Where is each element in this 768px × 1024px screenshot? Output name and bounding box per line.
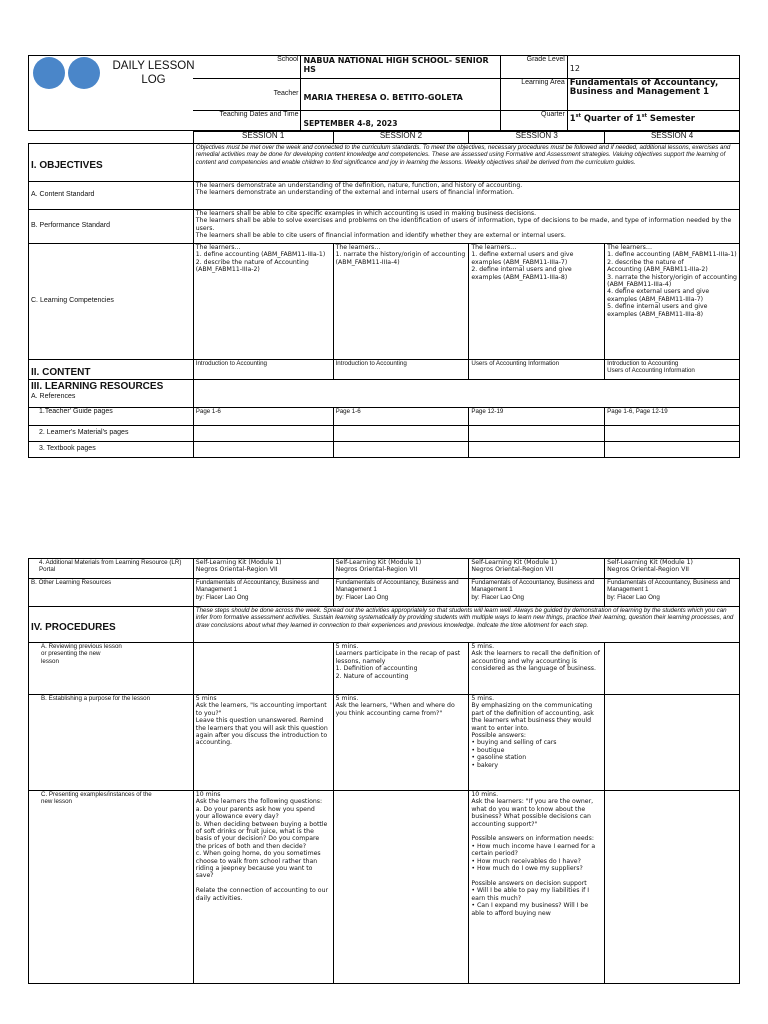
session-1-header: SESSION 1 [193, 132, 333, 144]
procedure-b-label: B. Establishing a purpose for the lesson [29, 695, 194, 791]
competency-session-1: The learners… 1. define accounting (ABM_FABM11-IIIa-1) 2. describe the nature of Accounting (ABM_FABM11-IIIa-2) [193, 244, 333, 360]
additional-label: 4. Additional Materials from Learning Resource (LR) Portal [29, 559, 194, 579]
tg-session-4: Page 1-6, Page 12-19 [605, 408, 740, 426]
performance-standard-text: The learners shall be able to cite specific examples in which accounting is used in making business decisions. The learners shall be able to solve exercises and problems on the identification of users of information, type of decisions to be made, and type of information needed by the users. The learners shall be able to cite users of financial information and identify whether they are external or internal users. [193, 210, 739, 244]
resources-blank [193, 380, 739, 408]
other-session-2: Fundamentals of Accountancy, Business and Management 1 by: Flacer Lao Ong [333, 579, 469, 607]
content-standard-text: The learners demonstrate an understanding of the definition, nature, function, and history of accounting. The learners demonstrate an understanding of the external and internal users of financial information. [193, 182, 739, 210]
content-session-3: Users of Accounting Information [469, 360, 605, 380]
tg-session-1: Page 1-6 [193, 408, 333, 426]
procedure-a-session-4 [605, 643, 740, 695]
objectives-heading: I. OBJECTIVES [29, 144, 194, 182]
tg-session-2: Page 1-6 [333, 408, 469, 426]
additional-session-1: Self-Learning Kit (Module 1) Negros Oriental-Region VII [193, 559, 333, 579]
session-3-header: SESSION 3 [469, 132, 605, 144]
grade-value: 12 [567, 56, 739, 79]
procedure-b-session-3: 5 mins. By emphasizing on the communicating part of the definition of accounting, ask the learners what business they would want to enter into. Possible answers: • buying and selling of cars • boutique • gasoline station • bakery [469, 695, 605, 791]
session-2-header: SESSION 2 [333, 132, 469, 144]
content-session-1: Introduction to Accounting [193, 360, 333, 380]
log-title: DAILY LESSON LOG [112, 59, 195, 86]
performance-standard-label: B. Performance Standard [29, 210, 194, 244]
objectives-note: Objectives must be met over the week and connected to the curriculum standards. To meet the objectives, necessary procedures must be followed and if needed, additional lessons, exercises and remedial activities may be done for developing content knowledge and competencies. These are assessed using Formative and Assessment strategies. Valuing objectives support the learning of content and competencies and enable children to find significance and joy in learning the lessons. Weekly objectives shall be derived from the curriculum guides. [193, 144, 739, 182]
content-standard-label: A. Content Standard [29, 182, 194, 210]
competency-session-4: The learners… 1. define accounting (ABM_FABM11-IIIa-1) 2. describe the nature of Accounting (ABM_FABM11-IIIa-2) 3. narrate the history/origin of accounting (ABM_FABM11-IIIa-4) 4. define external users and give examples (ABM_FABM11-IIIa-7) 5. define internal users and give examples (ABM_FABM11-IIIa-8) [605, 244, 740, 360]
dates-label: Teaching Dates and Time [193, 111, 301, 131]
procedure-b-session-1: 5 mins Ask the learners, "Is accounting important to you?" Leave this question unanswered. Remind the learners that you will ask this question again after you discuss the introduction to accounting. [193, 695, 333, 791]
school-value: NABUA NATIONAL HIGH SCHOOL- SENIOR HS [301, 56, 501, 79]
tg-label: 1.Teacher' Guide pages [29, 408, 194, 426]
content-heading: II. CONTENT [29, 360, 194, 380]
procedure-a-session-3: 5 mins. Ask the learners to recall the definition of accounting and why accounting is considered as the language of business. [469, 643, 605, 695]
lesson-table-part2 [28, 558, 740, 984]
header-block [28, 55, 740, 128]
additional-session-2: Self-Learning Kit (Module 1) Negros Oriental-Region VII [333, 559, 469, 579]
procedure-c-session-1: 10 mins Ask the learners the following questions: a. Do your parents ask how you spend your allowance every day? b. When deciding between buying a bottle of soft drinks or fruit juice, what is the basis of your decision? Do you compare the prices of both and then decide? c. When going home, do you sometimes choose to walk from school rather than riding a jeepney because you want to save? Relate the connection of accounting to our daily activities. [193, 791, 333, 984]
other-label: B. Other Learning Resources [29, 579, 194, 607]
session-4-header: SESSION 4 [605, 132, 740, 144]
content-session-2: Introduction to Accounting [333, 360, 469, 380]
lesson-table-part1 [28, 131, 740, 458]
teacher-label: Teacher [193, 79, 301, 111]
competency-session-2: The learners… 1. narrate the history/origin of accounting (ABM_FABM11-IIIa-4) [333, 244, 469, 360]
competencies-label: C. Learning Competencies [29, 244, 194, 360]
competency-session-3: The learners… 1. define external users and give examples (ABM_FABM11-IIIa-7) 2. define internal users and give examples (ABM_FABM11-IIIa-8) [469, 244, 605, 360]
tb-label: 3. Textbook pages [29, 442, 194, 458]
tg-session-3: Page 12-19 [469, 408, 605, 426]
resources-heading-cell [29, 380, 194, 408]
school-label: School [193, 56, 301, 79]
area-value: Fundamentals of Accountancy, Business and Management 1 [567, 79, 739, 111]
quarter-value: 1st Quarter of 1st Semester [567, 111, 739, 131]
procedure-a-session-1 [193, 643, 333, 695]
resources-heading: III. LEARNING RESOURCES [31, 381, 164, 392]
content-session-4: Introduction to Accounting Users of Accounting Information [605, 360, 740, 380]
area-label: Learning Area [501, 79, 567, 111]
teacher-value: MARIA THERESA O. BETITO-GOLETA [301, 79, 501, 111]
quarter-label: Quarter [501, 111, 567, 131]
references-label: A. References [31, 393, 76, 400]
title-cell [29, 56, 194, 131]
procedures-note: These steps should be done across the week. Spread out the activities appropriately so that students will learn well. Always be guided by demonstration of learning by the students which you can infer from formative assessment activities. Sustain learning systematically by providing students with multiple ways to learn new things, practice their learning, question their learning processes, and draw conclusions about what they learned in connection to their experiences and previous knowledge. Indicate the time allotment for each step. [193, 607, 739, 643]
additional-session-3: Self-Learning Kit (Module 1) Negros Oriental-Region VII [469, 559, 605, 579]
grade-label: Grade Level [501, 56, 567, 79]
procedure-c-session-2 [333, 791, 469, 984]
procedure-b-session-2: 5 mins. Ask the learners, "When and where do you think accounting came from?" [333, 695, 469, 791]
procedure-b-session-4 [605, 695, 740, 791]
other-session-3: Fundamentals of Accountancy, Business and Management 1 by: Flacer Lao Ong [469, 579, 605, 607]
procedure-c-session-3: 10 mins. Ask the learners: "If you are the owner, what do you want to know about the business? What possible decisions can accounting support?" Possible answers on information needs: • How much income have I earned for a certain period? • How much receivables do I have? • How much do I owe my suppliers? Possible answers on decision support • Will I be able to pay my liabilities if I earn this much? • Can I expand my business? Will I be able to afford buying new [469, 791, 605, 984]
lm-label: 2. Learner's Material's pages [29, 426, 194, 442]
dates-value: SEPTEMBER 4-8, 2023 [301, 111, 501, 131]
additional-session-4: Self-Learning Kit (Module 1) Negros Oriental-Region VII [605, 559, 740, 579]
procedure-c-label: C. Presenting examples/instances of the new lesson [29, 791, 194, 984]
procedure-c-session-4 [605, 791, 740, 984]
procedures-heading: IV. PROCEDURES [29, 607, 194, 643]
procedure-a-label: A. Reviewing previous lesson or presenting the new lesson [29, 643, 194, 695]
blank-corner [29, 132, 194, 144]
other-session-4: Fundamentals of Accountancy, Business and Management 1 by: Flacer Lao Ong [605, 579, 740, 607]
procedure-a-session-2: 5 mins. Learners participate in the recap of past lessons, namely 1. Definition of accounting 2. Nature of accounting [333, 643, 469, 695]
other-session-1: Fundamentals of Accountancy, Business and Management 1 by: Flacer Lao Ong [193, 579, 333, 607]
